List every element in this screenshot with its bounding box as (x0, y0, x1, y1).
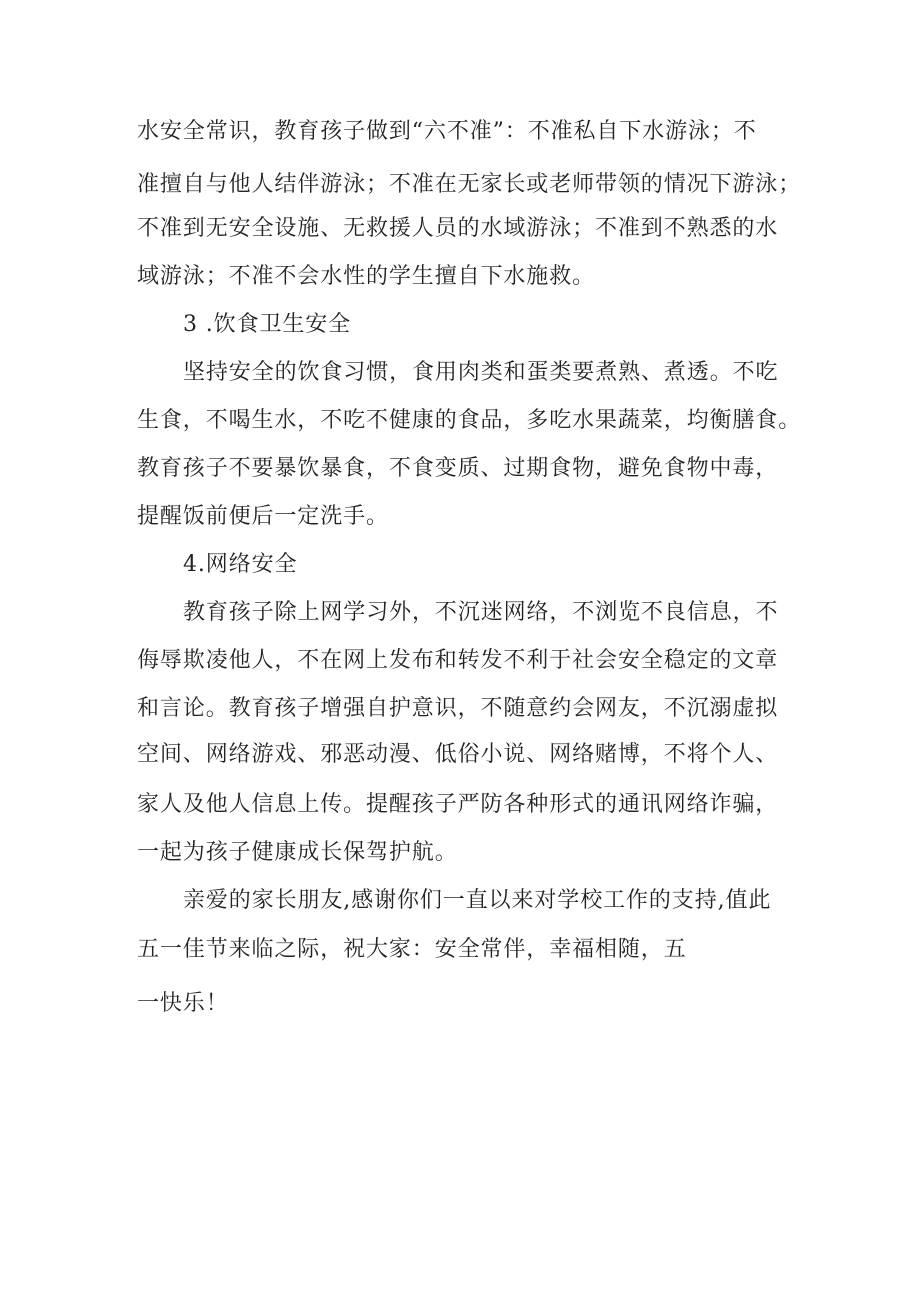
paragraph-line: 侮辱欺凌他人，不在网上发布和转发不利于社会安全稳定的文章 (137, 648, 779, 673)
paragraph-line: 亲爱的家长朋友,感谢你们一直以来对学校工作的支持,值此 (183, 888, 772, 913)
paragraph-line: 教育孩子除上网学习外，不沉迷网络，不浏览不良信息，不 (183, 600, 779, 625)
paragraph-line: 一起为孩子健康成长保驾护航。 (137, 840, 458, 865)
paragraph-line: 提醒饭前便后一定洗手。 (137, 504, 389, 529)
paragraph-line: 家人及他人信息上传。提醒孩子严防各种形式的通讯网络诈骗， (137, 792, 779, 817)
paragraph-line: 生食，不喝生水，不吃不健康的食品，多吃水果蔬菜，均衡膳食。 (137, 408, 802, 433)
paragraph-line: 不准到无安全设施、无救援人员的水域游泳；不准到不熟悉的水 (137, 216, 779, 241)
paragraph-line: 五一佳节来临之际，祝大家：安全常伴，幸福相随，五 (137, 937, 687, 962)
paragraph-line: 一快乐！ (137, 991, 229, 1016)
paragraph-line: 教育孩子不要暴饮暴食，不食变质、过期食物，避免食物中毒， (137, 456, 779, 481)
section-heading: 3 .饮食卫生安全 (183, 312, 352, 337)
section-heading: 4.网络安全 (183, 552, 298, 577)
paragraph-line: 准擅自与他人结伴游泳；不准在无家长或老师带领的情况下游泳； (137, 172, 802, 197)
paragraph-line: 空间、网络游戏、邪恶动漫、低俗小说、网络赌博，不将个人、 (137, 742, 779, 767)
paragraph-line: 坚持安全的饮食习惯，食用肉类和蛋类要煮熟、煮透。不吃 (183, 360, 779, 385)
paragraph-line: 水安全常识，教育孩子做到“六不准”：不准私自下水游泳；不 (137, 119, 757, 144)
paragraph-line: 域游泳；不准不会水性的学生擅自下水施救。 (137, 264, 596, 289)
paragraph-line: 和言论。教育孩子增强自护意识，不随意约会网友，不沉溺虚拟 (137, 696, 779, 721)
